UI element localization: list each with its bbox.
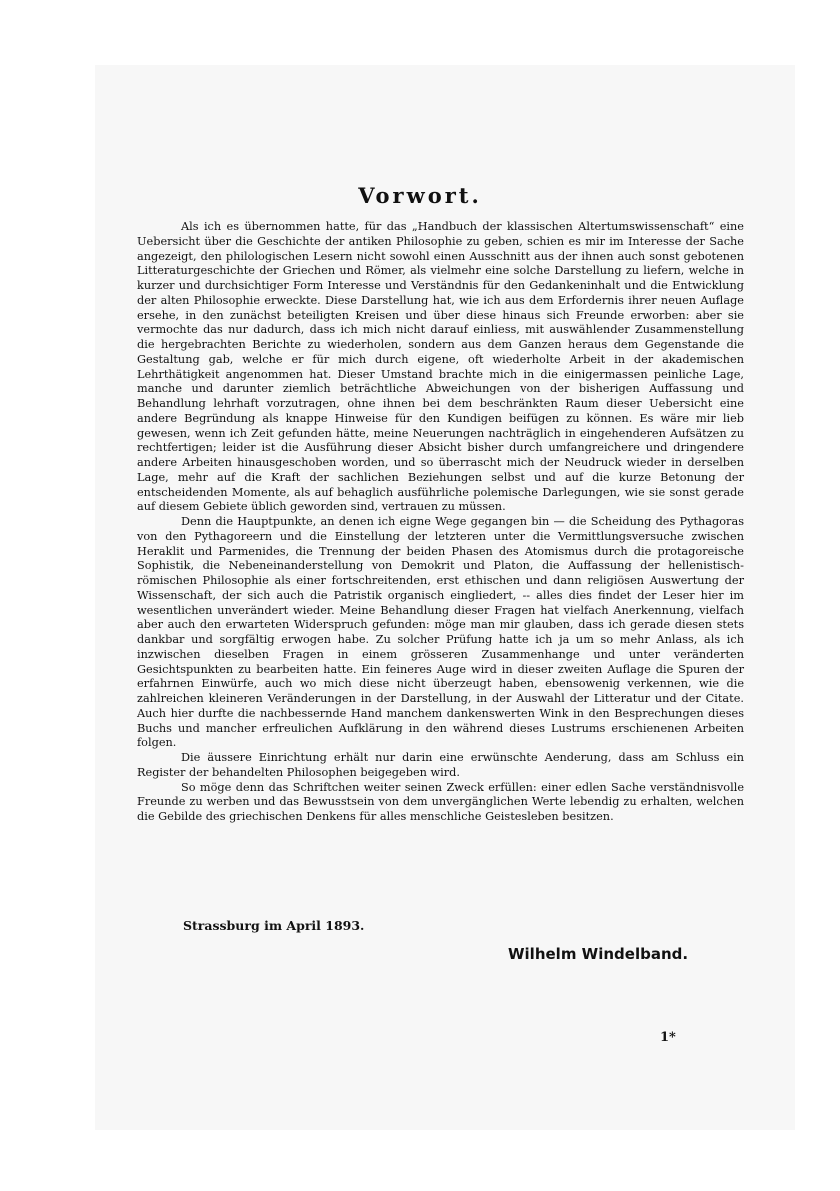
preface-body — [137, 220, 744, 825]
page-title: Vorwort. — [358, 183, 482, 208]
sheet-signature: 1* — [660, 1030, 676, 1045]
paragraph: Denn die Hauptpunkte, an denen ich eigne Wege gegangen bin — die Scheidung des Pythagoras von den Pythagoreern und die Einstellung der letzteren unter die Vermittlungsversuche zwischen Heraklit und Parmenides, die Trennung der beiden Phasen des Atomismus durch die protagoreische Sophistik, die Nebeneinanderstellung von Demokrit und Platon, die Auffassung der hellenistisch-römischen Philosophie als einer fortschreitenden, erst ethischen und dann religiösen Auswertung der Wissenschaft, der sich auch die Patristik organisch eingliedert, -- alles dies findet der Leser hier im wesentlichen unverändert wieder. Meine Behandlung dieser Fragen hat vielfach Anerkennung, vielfach aber auch den erwarteten Widerspruch gefunden: möge man mir glauben, dass ich gerade diesen stets dankbar und sorgfältig erwogen habe. Zu solcher Prüfung hatte ich ja um so mehr Anlass, als ich inzwischen dieselben Fragen in einem grösseren Zusammenhange und unter veränderten Gesichtspunkten zu bearbeiten hatte. Ein feineres Auge wird in dieser zweiten Auflage die Spuren der erfahrnen Einwürfe, auch wo mich diese nicht überzeugt haben, ebensowenig verkennen, wie die zahlreichen kleineren Veränderungen in der Darstellung, in der Auswahl der Litteratur und der Citate. Auch hier durfte die nachbessernde Hand manchem dankenswerten Wink in den Besprechungen dieses Buchs und mancher erfreulichen Aufklärung in den während dieses Lustrums erschienenen Arbeiten folgen. — [137, 515, 744, 750]
author-signature: Wilhelm Windelband. — [508, 945, 689, 963]
paragraph: Als ich es übernommen hatte, für das „Handbuch der klassischen Altertumswissenschaft“ eine Uebersicht über die Geschichte der antiken Philosophie zu geben, schien es mir im Interesse der Sache angezeigt, den philologischen Lesern nicht sowohl einen Ausschnitt aus der ihnen auch sonst gebotenen Litteraturgeschichte der Griechen und Römer, als vielmehr eine solche Darstellung zu liefern, welche in kurzer und durchsichtiger Form Interesse und Verständnis für den Gedankeninhalt und die Entwicklung der alten Philosophie erweckte. Diese Darstellung hat, wie ich aus dem Erfordernis ihrer neuen Auflage ersehe, in den zunächst beteiligten Kreisen und über diese hinaus sich Freunde erworben: aber sie vermochte das nur dadurch, dass ich mich nicht darauf einliess, mit auswählender Zusammenstellung die hergebrachten Berichte zu wiederholen, sondern aus dem Ganzen heraus dem Gegenstande die Gestaltung gab, welche er für mich durch eigene, oft wiederholte Arbeit in der akademischen Lehrthätigkeit angenommen hat. Dieser Umstand brachte mich in die einigermassen peinliche Lage, manche und darunter ziemlich beträchtliche Abweichungen von der bisherigen Auffassung und Behandlung lehrhaft vorzutragen, ohne ihnen bei dem beschränkten Raum dieser Uebersicht eine andere Begründung als knappe Hinweise für den Kundigen beifügen zu können. Es wäre mir lieb gewesen, wenn ich Zeit gefunden hätte, meine Neuerungen nachträglich in eingehenderen Aufsätzen zu rechtfertigen; leider ist die Ausführung dieser Absicht bisher durch umfangreichere und dringendere andere Arbeiten hinausgeschoben worden, und so überrascht mich der Neudruck wieder in derselben Lage, mehr auf die Kraft der sachlichen Beziehungen selbst und auf die kurze Betonung der entscheidenden Momente, als auf behaglich ausführliche polemische Darlegungen, wie sie sonst gerade auf diesem Gebiete üblich geworden sind, vertrauen zu müssen. — [137, 220, 744, 514]
place-date: Strassburg im April 1893. — [183, 918, 365, 933]
paragraph: So möge denn das Schriftchen weiter seinen Zweck erfüllen: einer edlen Sache verständnisvolle Freunde zu werben und das Bewusstsein von dem unvergänglichen Werte lebendig zu erhalten, welchen die Gebilde des griechischen Denkens für alles menschliche Geistesleben besitzen. — [137, 780, 744, 823]
paragraph: Die äussere Einrichtung erhält nur darin eine erwünschte Aenderung, dass am Schluss ein Register der behandelten Philosophen beigegeben wird. — [137, 751, 744, 779]
